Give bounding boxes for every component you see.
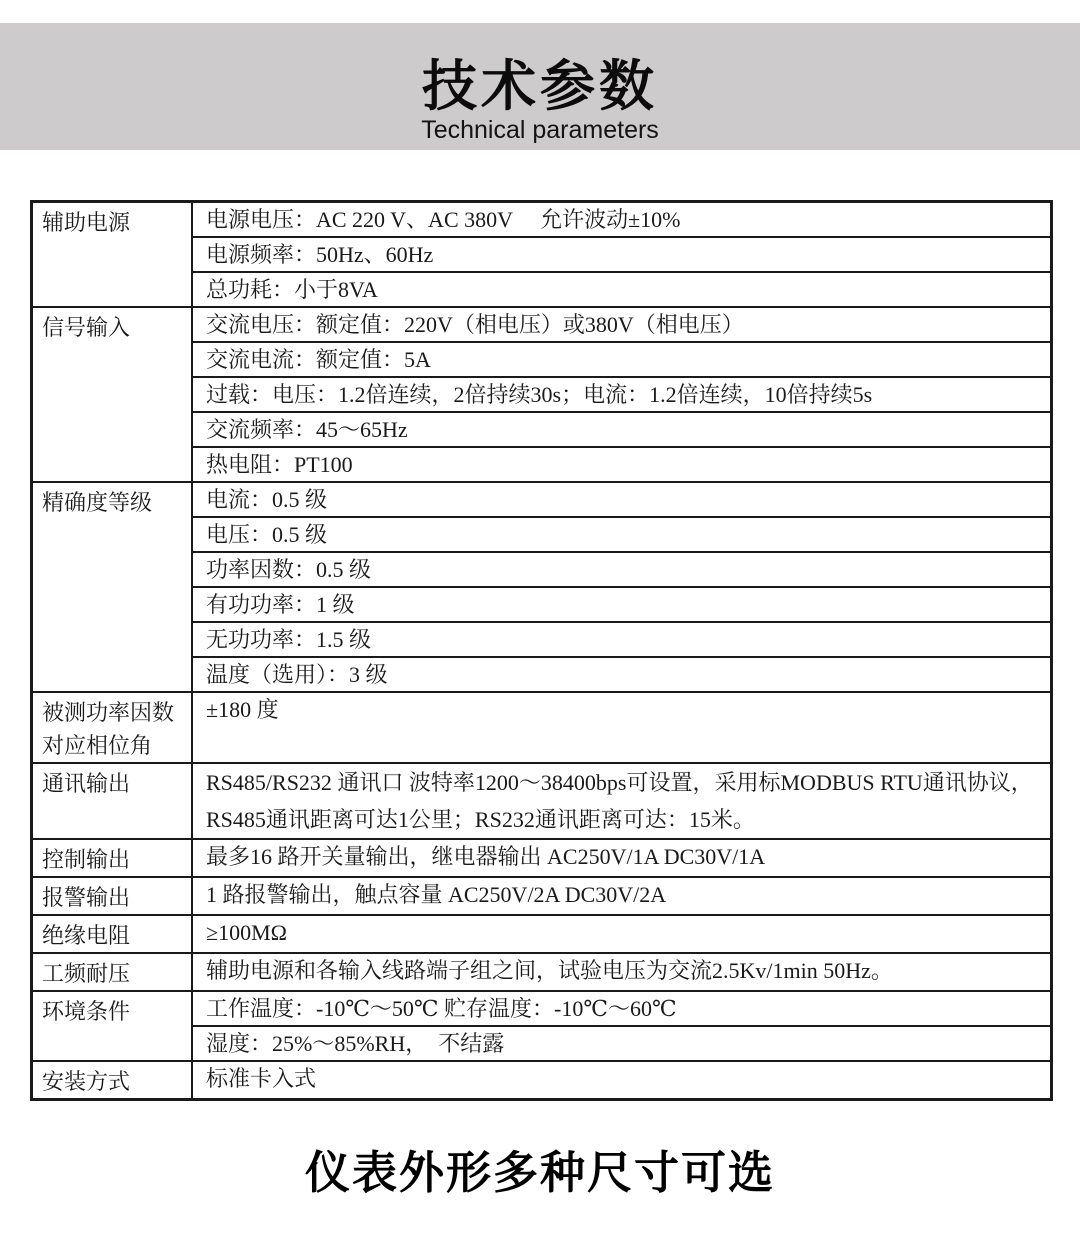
spec-section-environment xyxy=(33,990,1050,1060)
footer-heading: 仪表外形多种尺寸可选 xyxy=(304,1147,775,1198)
spec-label: 绝缘电阻 xyxy=(33,916,193,952)
spec-label-line: 被测功率因数 xyxy=(42,700,175,725)
spec-value: RS485/RS232 通讯口 波特率1200～38400bps可设置，采用标MODBUS RTU通讯协议，RS485通讯距离可达1公里；RS232通讯距离可达：15米。 xyxy=(206,770,1033,832)
spec-value: 工作温度：-10℃～50℃ 贮存温度：-10℃～60℃ xyxy=(206,996,677,1021)
spec-section-accuracy-class xyxy=(33,481,1050,691)
spec-value: 1 路报警输出，触点容量 AC250V/2A DC30V/2A xyxy=(206,882,667,907)
spec-value: 功率因数：0.5 级 xyxy=(193,551,1050,586)
spec-value: 电源电压：AC 220 V、AC 380V 允许波动±10% xyxy=(206,207,681,232)
spec-label: 信号输入 xyxy=(33,308,193,481)
spec-value: 电压：0.5 级 xyxy=(193,516,1050,551)
spec-value: 交流频率：45～65Hz xyxy=(193,411,1050,446)
spec-label: 辅助电源 xyxy=(33,203,193,306)
spec-value: 标准卡入式 xyxy=(206,1066,317,1091)
spec-value: 湿度：25%～85%RH， 不结露 xyxy=(193,1025,1050,1060)
spec-label: 环境条件 xyxy=(33,992,193,1060)
spec-label: 通讯输出 xyxy=(33,764,193,838)
spec-section-alarm-output xyxy=(33,876,1050,914)
spec-value: 热电阻：PT100 xyxy=(193,446,1050,481)
spec-value: 电源频率：50Hz、60Hz xyxy=(193,236,1050,271)
spec-section-control-output xyxy=(33,838,1050,876)
page-title: 技术参数 xyxy=(421,55,658,117)
spec-table xyxy=(30,200,1053,1101)
spec-value: 总功耗：小于8VA xyxy=(193,271,1050,306)
spec-label: 控制输出 xyxy=(33,840,193,876)
spec-value: 交流电流：额定值：5A xyxy=(193,341,1050,376)
spec-value: ±180 度 xyxy=(206,697,279,722)
spec-label: 精确度等级 xyxy=(33,483,193,691)
spec-section-mounting xyxy=(33,1060,1050,1098)
spec-section-insulation-resistance xyxy=(33,914,1050,952)
page-subtitle: Technical parameters xyxy=(421,116,659,144)
header-band xyxy=(0,23,1080,150)
spec-label xyxy=(33,693,193,762)
spec-value: 电流：0.5 级 xyxy=(206,487,328,512)
spec-label: 安装方式 xyxy=(33,1062,193,1098)
spec-section-auxiliary-power xyxy=(33,203,1050,306)
spec-value: 辅助电源和各输入线路端子组之间，试验电压为交流2.5Kv/1min 50Hz。 xyxy=(206,958,893,983)
spec-value: 最多16 路开关量输出，继电器输出 AC250V/1A DC30V/1A xyxy=(206,844,766,869)
spec-value: 有功功率：1 级 xyxy=(193,586,1050,621)
spec-value: 过载：电压：1.2倍连续，2倍持续30s；电流：1.2倍连续，10倍持续5s xyxy=(193,376,1050,411)
spec-section-communication-output xyxy=(33,762,1050,838)
spec-section-power-frequency-withstand xyxy=(33,952,1050,990)
spec-value: 温度（选用）：3 级 xyxy=(193,656,1050,691)
spec-section-phase-angle xyxy=(33,691,1050,762)
spec-value: 无功功率：1.5 级 xyxy=(193,621,1050,656)
spec-label: 报警输出 xyxy=(33,878,193,914)
spec-label: 工频耐压 xyxy=(33,954,193,990)
spec-label-line: 对应相位角 xyxy=(42,733,153,758)
spec-section-signal-input xyxy=(33,306,1050,481)
spec-value: ≥100MΩ xyxy=(206,920,287,945)
spec-value: 交流电压：额定值：220V（相电压）或380V（相电压） xyxy=(206,312,744,337)
